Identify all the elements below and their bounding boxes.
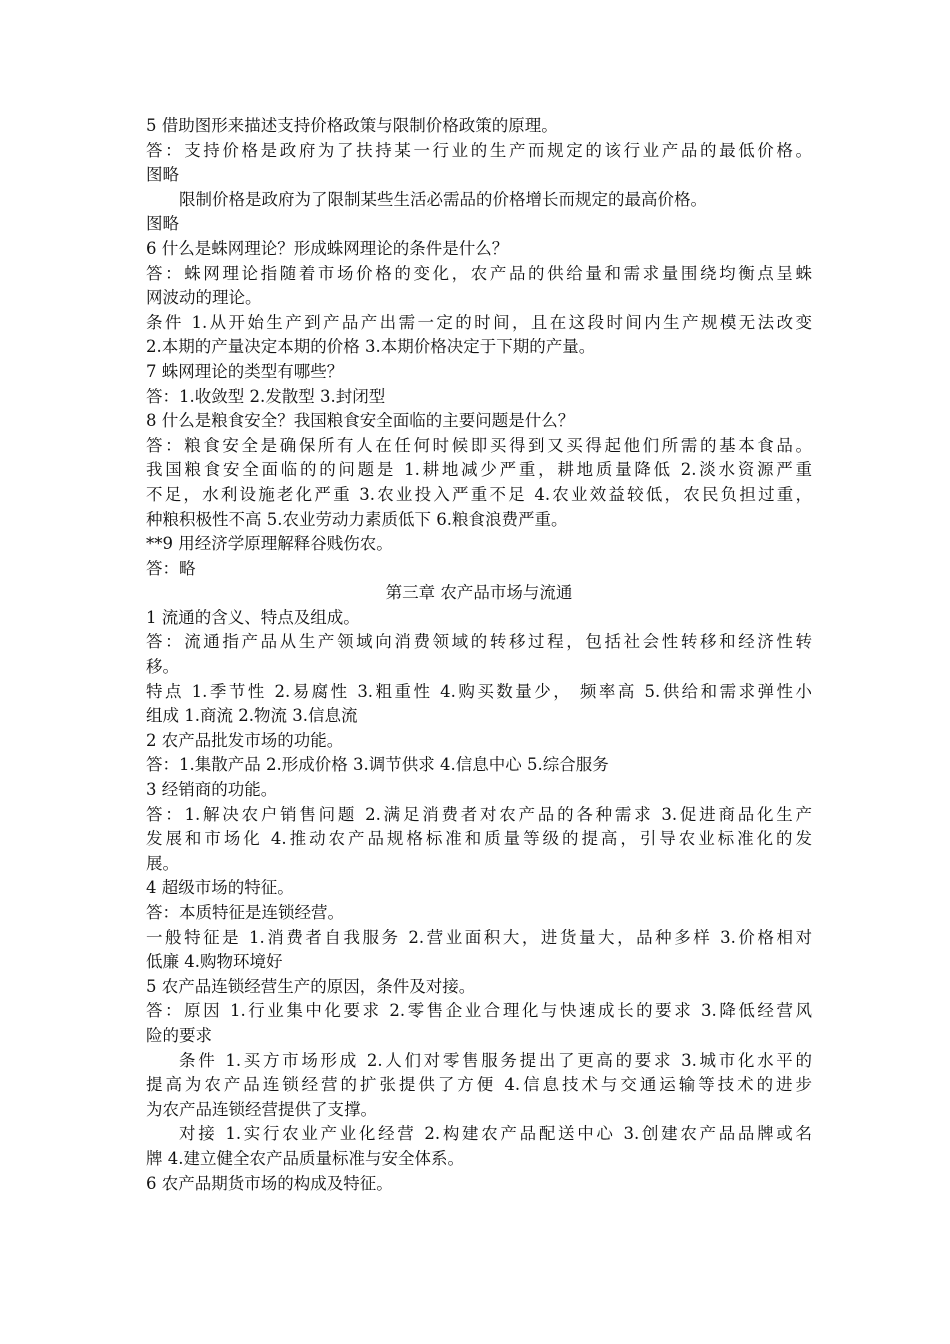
text-line: 4 超级市场的特征。 — [146, 878, 294, 898]
text-line: 答：略 — [146, 558, 196, 578]
text-line: 答：本质特征是连锁经营。 — [146, 903, 344, 922]
text-line: 网波动的理论。 — [146, 288, 262, 308]
text-line: 5 借助图形来描述支持价格政策与限制价格政策的原理。 — [146, 116, 558, 135]
text-line: 答：1.收敛型 2.发散型 3.封闭型 — [146, 386, 386, 406]
text-line: 不足，水利设施老化严重 3.农业投入严重不足 4.农业效益较低，农民负担过重， — [146, 484, 812, 504]
text-line: 展。 — [146, 853, 179, 873]
text-line: 3 经销商的功能。 — [146, 780, 278, 800]
text-line: 5 农产品连锁经营生产的原因，条件及对接。 — [146, 976, 476, 996]
text-line: 6 什么是蛛网理论？形成蛛网理论的条件是什么？ — [146, 238, 509, 258]
text-line: 条件 1.从开始生产到产品产出需一定的时间，且在这段时间内生产规模无法改变 — [146, 312, 812, 332]
text-line: 提高为农产品连锁经营的扩张提供了方便 4.信息技术与交通运输等技术的进步 — [146, 1075, 812, 1095]
text-line: 答：蛛网理论指随着市场价格的变化，农产品的供给量和需求量围绕均衡点呈蛛 — [146, 263, 812, 283]
text-line: 为农产品连锁经营提供了支撑。 — [146, 1099, 377, 1119]
text-line: 特点 1.季节性 2.易腐性 3.粗重性 4.购买数量少， 频率高 5.供给和需求弹性小 — [146, 681, 812, 701]
text-line: 答：粮食安全是确保所有人在任何时候即买得到又买得起他们所需的基本食品。 — [146, 435, 812, 455]
text-line: 答：1.集散产品 2.形成价格 3.调节供求 4.信息中心 5.综合服务 — [146, 755, 609, 775]
chapter-heading: 第三章 农产品市场与流通 — [385, 583, 573, 603]
text-line: 移。 — [146, 657, 179, 677]
text-line: 7 蛛网理论的类型有哪些？ — [146, 361, 344, 381]
text-line: 条件 1.买方市场形成 2.人们对零售服务提出了更高的要求 3.城市化水平的 — [179, 1050, 812, 1070]
text-line: 组成 1.商流 2.物流 3.信息流 — [146, 706, 358, 726]
text-line: 6 农产品期货市场的构成及特征。 — [146, 1173, 393, 1193]
text-line: 答：1.解决农户销售问题 2.满足消费者对农产品的各种需求 3.促进商品化生产 — [146, 804, 812, 824]
text-line: 对接 1.实行农业产业化经营 2.构建农产品配送中心 3.创建农产品品牌或名 — [179, 1124, 812, 1144]
text-line: 答：支持价格是政府为了扶持某一行业的生产而规定的该行业产品的最低价格。 — [146, 140, 812, 160]
text-line: 图略 — [146, 214, 179, 234]
text-line: 牌 4.建立健全农产品质量标准与安全体系。 — [146, 1148, 464, 1168]
text-line: 2.本期的产量决定本期的价格 3.本期价格决定于下期的产量。 — [146, 337, 596, 357]
text-line: 我国粮食安全面临的的问题是 1.耕地减少严重，耕地质量降低 2.淡水资源严重 — [146, 460, 812, 480]
text-line: 低廉 4.购物环境好 — [146, 952, 283, 972]
text-line: 险的要求 — [146, 1025, 212, 1045]
text-line: 2 农产品批发市场的功能。 — [146, 730, 344, 750]
text-line: 发展和市场化 4.推动农产品规格标准和质量等级的提高，引导农业标准化的发 — [146, 829, 812, 849]
text-line: **9 用经济学原理解释谷贱伤农。 — [146, 534, 393, 554]
text-line: 1 流通的含义、特点及组成。 — [146, 607, 360, 627]
text-line: 8 什么是粮食安全？我国粮食安全面临的主要问题是什么？ — [146, 411, 575, 431]
text-line: 图略 — [146, 165, 179, 185]
document-page — [146, 114, 812, 1196]
text-line: 限制价格是政府为了限制某些生活必需品的价格增长而规定的最高价格。 — [179, 189, 707, 209]
text-line: 种粮积极性不高 5.农业劳动力素质低下 6.粮食浪费严重。 — [146, 509, 568, 529]
text-line: 一般特征是 1.消费者自我服务 2.营业面积大，进货量大，品种多样 3.价格相对 — [146, 927, 812, 947]
text-line: 答：流通指产品从生产领域向消费领域的转移过程，包括社会性转移和经济性转 — [146, 632, 812, 652]
text-line: 答：原因 1.行业集中化要求 2.零售企业合理化与快速成长的要求 3.降低经营风 — [146, 1001, 812, 1021]
